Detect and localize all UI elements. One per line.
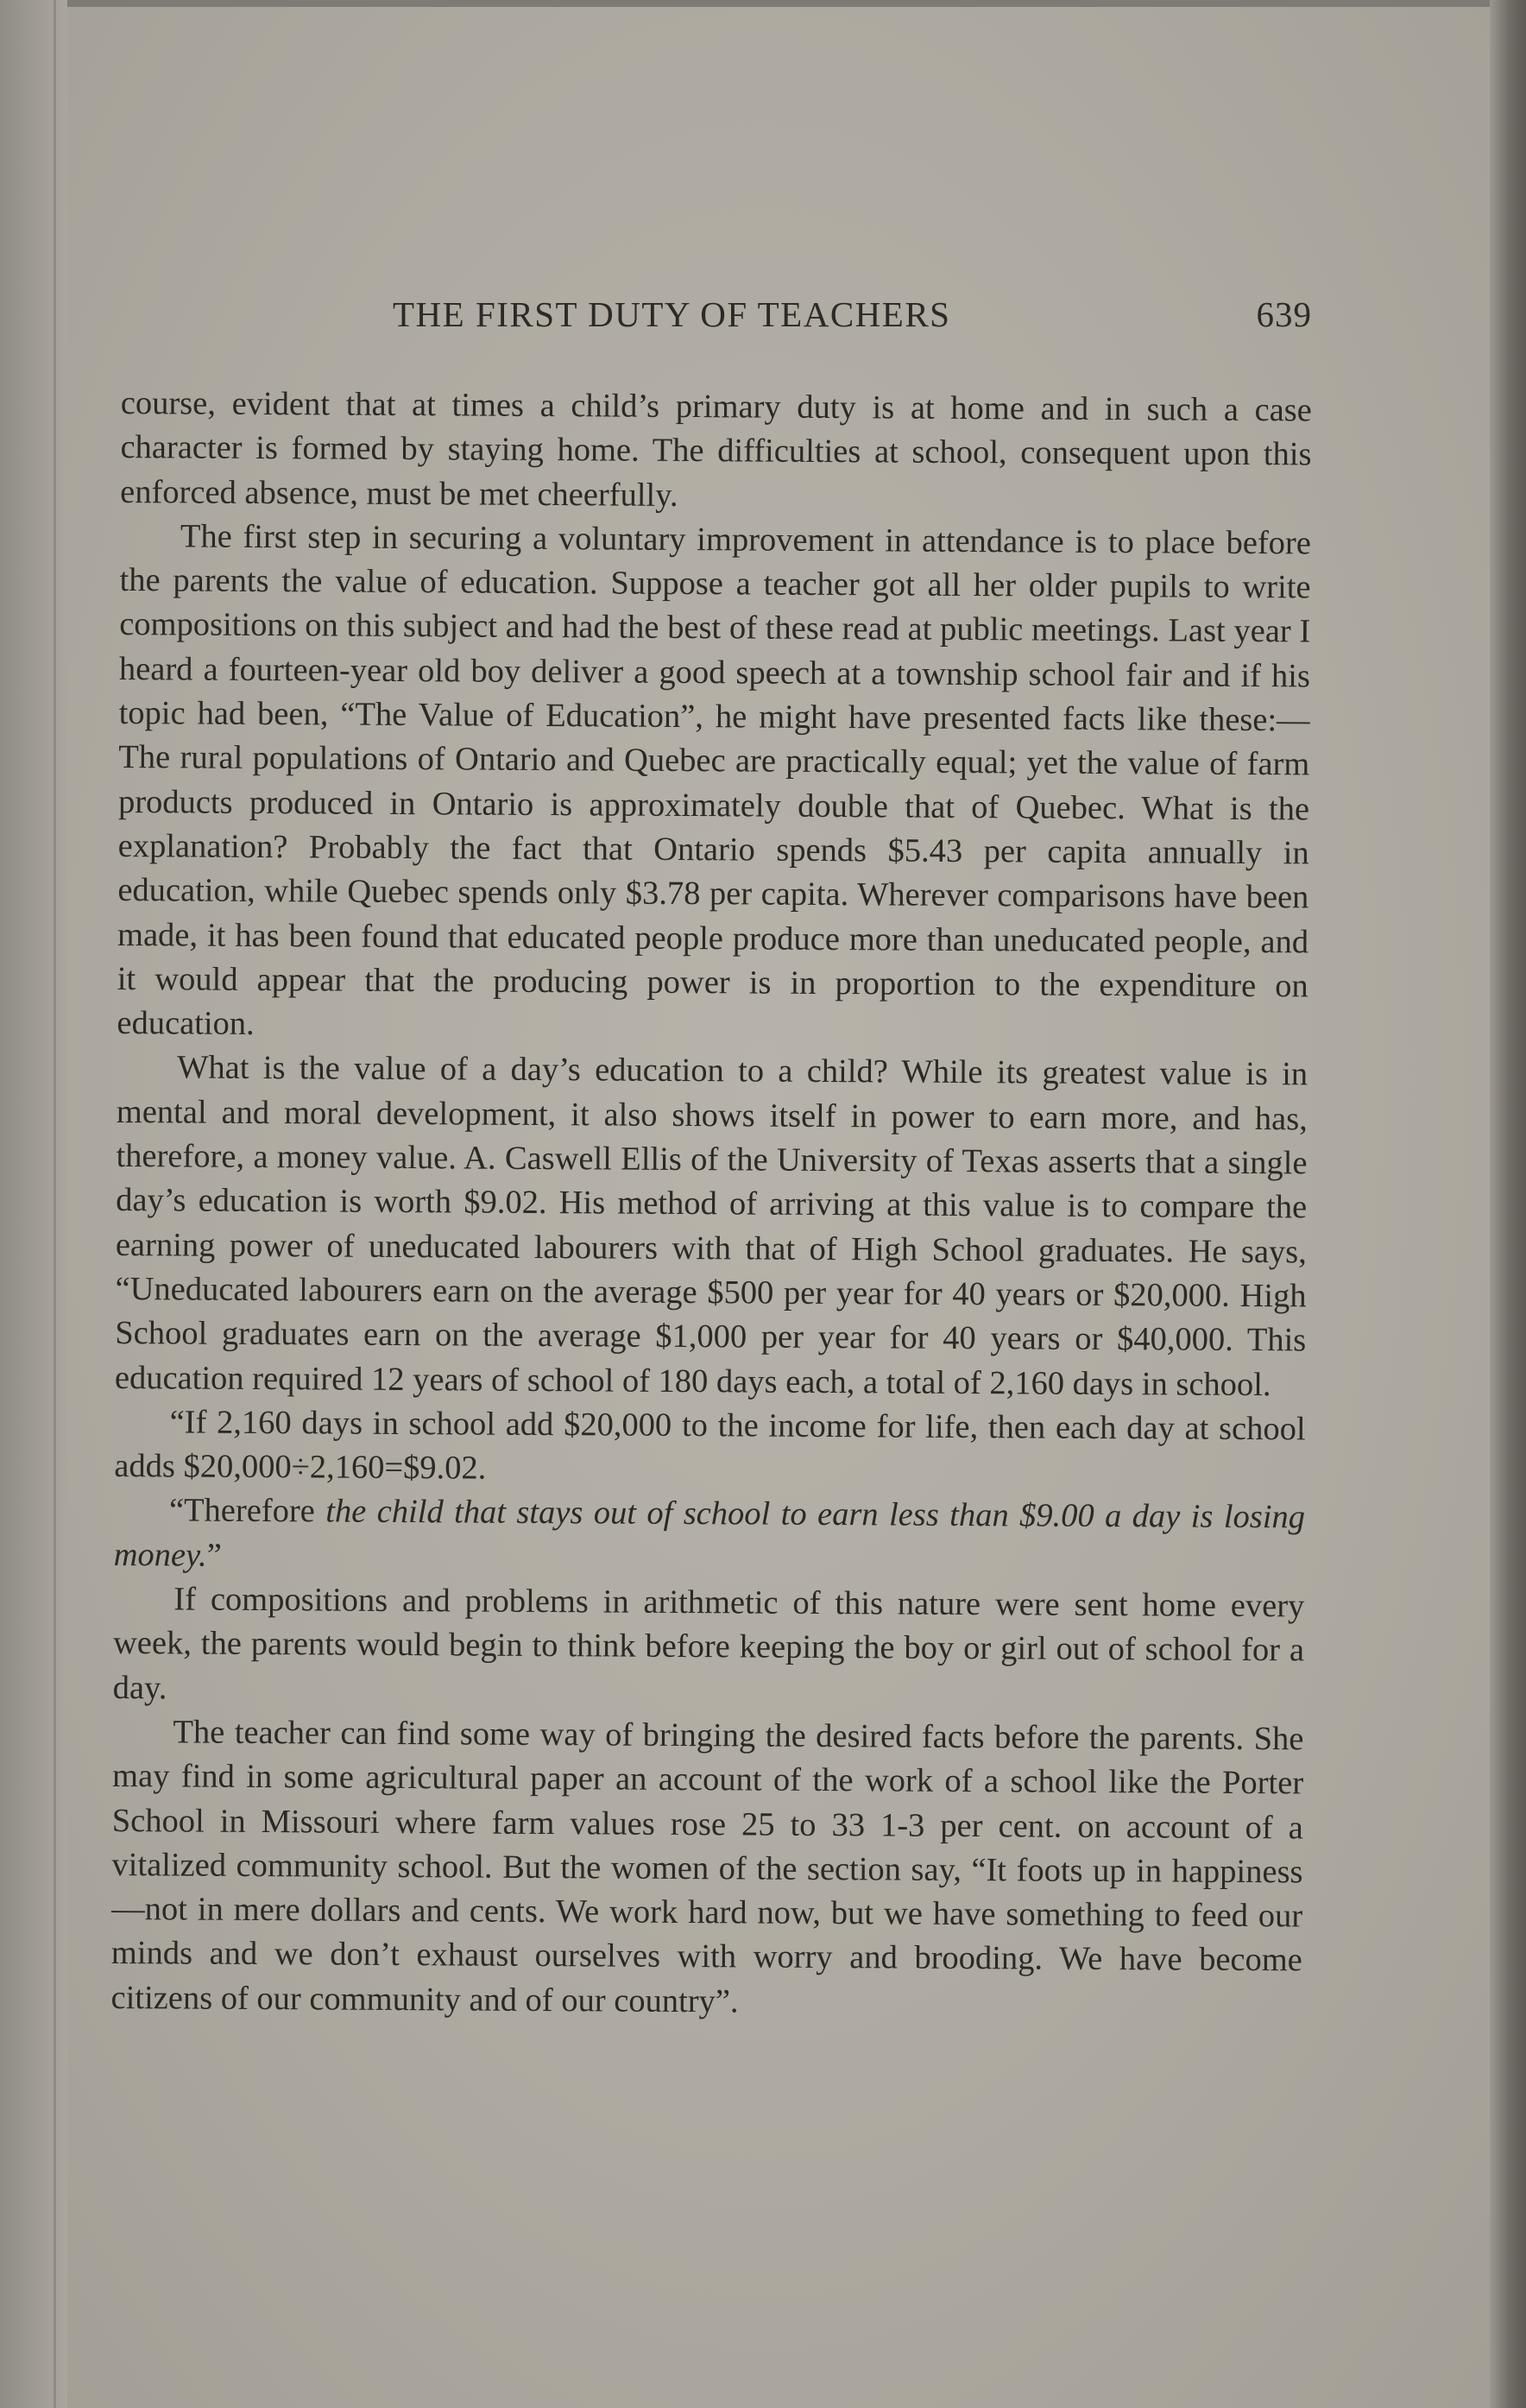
- page-number: 639: [1256, 294, 1312, 334]
- paragraph: The first step in securing a voluntary improvement in attendance is to place before the parents the value of education. Suppose a teacher got all her older pupils to write compositions on this subject and had the best of these read at public meetings. Last year I heard a fourteen-year old boy deliver a good speech at a township school fair and if his topic had been, “The Value of Education”, he might have presented facts like these:—The rural populations of Ontario and Quebec are practically equal; yet the value of farm products produced in Ontario is approximately double that of Quebec. What is the explanation? Probably the fact that Ontario spends $5.43 per capita annually in education, while Quebec spends only $3.78 per capita. Wherever comparisons have been made, it has been found that educated people produce more than uneducated people, and it would appear that the producing power is in proportion to the expenditure on education.: [117, 518, 1312, 1043]
- paragraph: If compositions and problems in arithmetic of this nature were sent home every week, the parents would begin to think before keeping the boy or girl out of school for a day.: [112, 1581, 1305, 1706]
- page-gutter: [0, 0, 67, 2408]
- binding-line: [54, 0, 56, 2408]
- page-top-edge: [0, 0, 1526, 7]
- page-right-edge: [1490, 0, 1526, 2408]
- running-header: [121, 294, 1312, 345]
- paragraph: course, evident that at times a child’s primary duty is at home and in such a case character is formed by staying home. The difficulties at school, consequent upon this enforced absence, must be met cheerfully.: [120, 384, 1312, 514]
- paragraph: The teacher can find some way of bringing the desired facts before the parents. She may find in some agricultural paper an account of the work of a school like the Porter School in Missouri where farm values rose 25 to 33 1-3 per cent. on account of a vitalized community school. But the women of the section say, “It foots up in happiness—not in mere dollars and cents. We work hard now, but we have something to feed our minds and we don’t exhaust ourselves with worry and brooding. We have become citizens of our community and of our country”.: [110, 1714, 1304, 2020]
- running-title: THE FIRST DUTY OF TEACHERS: [393, 294, 951, 334]
- paragraph: [114, 1488, 1306, 1584]
- paragraph: “If 2,160 days in school add $20,000 to the income for life, then each day at school adds $20,000÷2,160=$9.02.: [114, 1404, 1306, 1487]
- paragraph-lead: “Therefore: [168, 1492, 326, 1530]
- paragraph: What is the value of a day’s education to a child? While its greatest value is in mental and moral development, it also shows itself in power to earn more, and has, therefore, a money value. A. Caswell Ellis of the University of Texas asserts that a single day’s education is worth $9.02. His method of arriving at this value is to compare the earning power of uneducated labourers with that of High School graduates. He says, “Uneducated labourers earn on the average $500 per year for 40 years or $20,000. High School graduates earn on the average $1,000 per year for 40 years or $40,000. This education required 12 years of school of 180 days each, a total of 2,160 days in school.: [114, 1049, 1308, 1403]
- italic-emphasis: the child that stays out of school to earn less than $9.00 a day is losing money.: [113, 1493, 1306, 1574]
- paragraph-tail: ”: [206, 1537, 222, 1574]
- body-text: [110, 382, 1312, 2027]
